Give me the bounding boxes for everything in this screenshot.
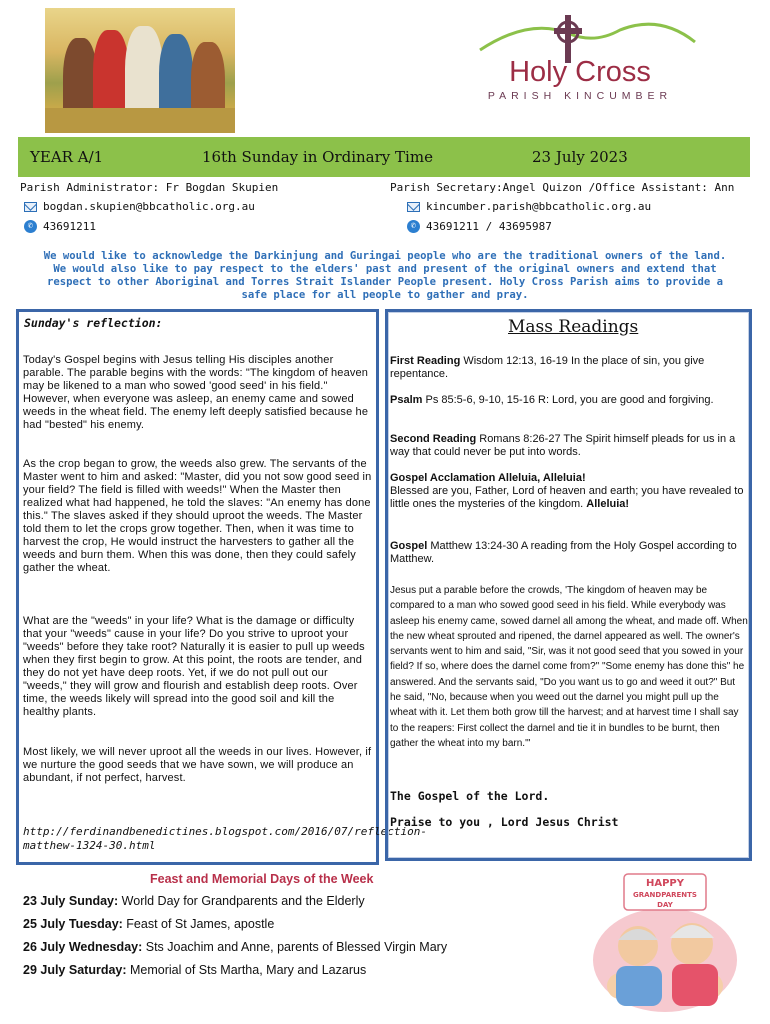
acclamation-text: Blessed are you, Father, Lord of heaven and earth; you have revealed to little ones the mysteries of the kingdom. xyxy=(390,485,744,510)
reflection-paragraph-4: Most likely, we will never uproot all the weeds in our lives. However, if we nurture the good seeds that we have sown, we will produce an abundant, if not perfect, harvest. xyxy=(23,746,372,784)
admin-email-row[interactable] xyxy=(24,200,255,213)
administrator: Parish Administrator: Fr Bogdan Skupien xyxy=(20,181,279,194)
acknowledgement-of-country: We would like to acknowledge the Darkinjung and Guringai people who are the traditional owners of the land. We would also like to pay respect to the elders' past and present of the original owners and extend that respect to other Aboriginal and Torres Strait Islander People present. Holy Cross Parish aims to provide a safe place for all people to gather and pray. xyxy=(43,250,727,301)
gospel-response: Praise to you , Lord Jesus Christ xyxy=(390,815,619,829)
gospel-reference xyxy=(390,540,748,566)
feast-item xyxy=(23,917,274,931)
feast-day: 25 July Tuesday: xyxy=(23,917,123,931)
second-reading-text: Romans 8:26-27 The Spirit himself pleads for us in a way that could never be put into words. xyxy=(390,433,736,458)
email-icon xyxy=(407,202,420,212)
admin-phone-row xyxy=(24,220,96,233)
psalm-text: Ps 85:5-6, 9-10, 15-16 R: Lord, you are good and forgiving. xyxy=(425,394,714,406)
feast-day: 26 July Wednesday: xyxy=(23,940,143,954)
admin-email[interactable]: bogdan.skupien@bbcatholic.org.au xyxy=(43,200,255,213)
acclamation-end: Alleluia! xyxy=(586,498,630,510)
gospel-ref-text: Matthew 13:24-30 A reading from the Holy Gospel according to Matthew. xyxy=(390,540,737,565)
feast-text: World Day for Grandparents and the Elderly xyxy=(121,894,365,908)
feast-text: Feast of St James, apostle xyxy=(126,917,275,931)
title-bar xyxy=(18,137,750,177)
first-reading xyxy=(390,355,748,381)
parish-name: Holy Cross xyxy=(509,56,651,88)
admin-phone: 43691211 xyxy=(43,220,96,233)
second-reading-label: Second Reading xyxy=(390,433,477,445)
mass-readings-heading: Mass Readings xyxy=(508,317,639,337)
card-line-2: GRANDPARENTS xyxy=(633,891,697,899)
feast-text: Sts Joachim and Anne, parents of Blessed Virgin Mary xyxy=(145,940,448,954)
reflection-source-link[interactable]: http://ferdinandbenedictines.blogspot.com/2016/07/reflection-matthew-1324-30.html xyxy=(23,825,427,852)
office-email[interactable]: kincumber.parish@bbcatholic.org.au xyxy=(426,200,652,213)
gospel-closing: The Gospel of the Lord. xyxy=(390,789,550,803)
feast-day: 23 July Sunday: xyxy=(23,894,119,908)
feast-text: Memorial of Sts Martha, Mary and Lazarus xyxy=(130,963,367,977)
office-phone-row xyxy=(407,220,552,233)
secretary: Parish Secretary:Angel Quizon /Office Assistant: Ann xyxy=(390,181,735,194)
second-reading xyxy=(390,433,748,459)
feast-day: 29 July Saturday: xyxy=(23,963,127,977)
psalm xyxy=(390,394,748,407)
phone-icon: ✆ xyxy=(407,220,420,233)
gospel-label: Gospel xyxy=(390,540,428,552)
first-reading-label: First Reading xyxy=(390,355,461,367)
psalm-label: Psalm xyxy=(390,394,423,406)
gospel-text: Jesus put a parable before the crowds, 'The kingdom of heaven may be compared to a man who sowed good seed in his field. While everybody was asleep his enemy came, sowed darnel all among the wheat, and made off. When the new wheat sprouted and ripened, the darnel appeared as well. The owner's servants went to him and said, "Sir, was it not good seed that you sowed in your field? If so, where does the darnel come from?" "Some enemy has done this" he answered. And the servants said, "Do you want us to go and weed it out?" But he said, "No, because when you weed out the darnel you might pull up the wheat with it. Let them both grow till the harvest; and at harvest time I shall say to the reapers: First collect the darnel and tie it in bundles to be burnt, then gather the wheat into my barn."' xyxy=(390,585,748,749)
grandparents-day-illustration xyxy=(580,868,750,1018)
gospel-acclamation xyxy=(390,472,748,511)
card-line-3: DAY xyxy=(657,901,673,909)
liturgical-year: YEAR A/1 xyxy=(30,148,104,166)
feast-item xyxy=(23,940,447,954)
card-line-1: HAPPY xyxy=(645,878,685,889)
email-icon xyxy=(24,202,37,212)
feast-item xyxy=(23,894,365,908)
phone-icon: ✆ xyxy=(24,220,37,233)
bulletin-date: 23 July 2023 xyxy=(532,148,628,166)
reflection-heading: Sunday's reflection: xyxy=(24,316,163,330)
office-phone: 43691211 / 43695987 xyxy=(426,220,552,233)
feast-item xyxy=(23,963,366,977)
reflection-paragraph-1: Today's Gospel begins with Jesus telling His disciples another parable. The parable begins with the words: "The kingdom of heaven may be likened to a man who sowed 'good seed' in his field." However, when everyone was asleep, an enemy came and sowed weeds in the wheat field. The enemy left deeply satisfied because he had "bested" his enemy. xyxy=(23,354,369,431)
first-reading-text: Wisdom 12:13, 16-19 In the place of sin, you give repentance. xyxy=(390,355,705,380)
parable-painting xyxy=(45,8,235,133)
parish-subtitle: PARISH KINCUMBER xyxy=(487,90,673,102)
acclamation-label: Gospel Acclamation Alleluia, Alleluia! xyxy=(390,472,586,484)
feast-heading: Feast and Memorial Days of the Week xyxy=(150,872,374,886)
sunday-title: 16th Sunday in Ordinary Time xyxy=(202,148,433,166)
reflection-paragraph-2: As the crop began to grow, the weeds also grew. The servants of the Master went to him and asked: "Master, did you not sow good seed in your field? The field is filled with weeds!" When the Master then realized what had happened, he told the slaves: "An enemy has done this." The slaves asked if they should uproot the weeds. The Master told them to let the crops grow together. Then, when it was time to harvest the crop, He would instruct the harvesters to gather all the weeds and burn them. When this was done, then they could safely gather the wheat. xyxy=(23,458,372,574)
office-email-row[interactable] xyxy=(407,200,651,213)
reflection-paragraph-3: What are the "weeds" in your life? What is the damage or difficulty that your "weeds" cause in your life? Do you strive to uproot your "weeds" before they take root? Naturally it is easier to pull up weeds when they first begin to grow. At this point, the roots are tender, and they do not yet have deep roots. Yet, if we do not pull out our "weeds," they will grow and flourish and establish deep roots. Over time, the weeds likely will spread into the good soil and kill the healthy plants. xyxy=(23,615,365,718)
